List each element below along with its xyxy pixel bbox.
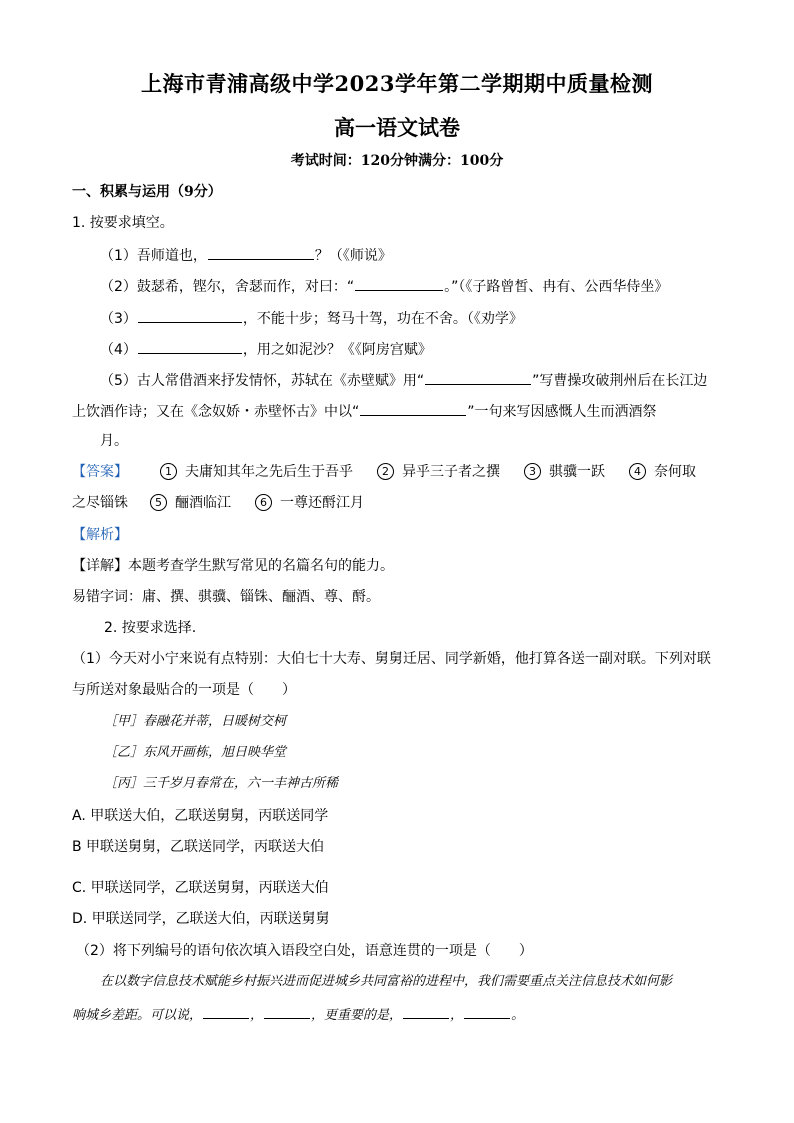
section-heading: 一、积累与运用（9分） [72, 184, 222, 200]
answer-line-2 [72, 494, 364, 512]
analysis-tag: 【解析】 [72, 527, 128, 543]
answer-item: 1 夫庸知其年之先后生于吾乎 [160, 464, 353, 480]
q1-item-5-line-2 [72, 401, 657, 421]
q1-item-5-text-c: 上饮酒作诗；又在《念奴娇・赤壁怀古》中以“ [72, 404, 360, 420]
q1-item-5-text-d: ”一句来写因感慨人生而洒酒祭 [467, 404, 657, 420]
fill-blank[interactable] [264, 1004, 310, 1019]
option-c[interactable]: C. 甲联送同学，乙联送舅舅，丙联送大伯 [72, 880, 329, 896]
q1-item-2-text-b: 。”（《子路曾皙、冉有、公西华侍坐》 [444, 279, 669, 295]
q1-item-5-line-1 [100, 370, 707, 390]
circled-number: 5 [150, 494, 167, 511]
circled-number: 3 [524, 463, 541, 480]
q1-item-5-line-3: 月。 [100, 433, 128, 449]
analysis-errors: 易错字词：庸、撰、骐骥、锱铢、酾酒、尊、酹。 [72, 589, 380, 605]
q2-part2-stem: （2）将下列编号的语句依次填入语段空白处，语意连贯的一项是（ ） [76, 943, 533, 959]
answer-item: 2 异乎三子者之撰 [377, 464, 500, 480]
fill-blank[interactable] [203, 1004, 249, 1019]
analysis-detail [72, 557, 394, 575]
option-d[interactable]: D. 甲联送同学，乙联送大伯，丙联送舅舅 [72, 911, 330, 927]
detail-text: 本题考查学生默写常见的名篇名句的能力。 [128, 558, 394, 574]
option-a[interactable]: A. 甲联送大伯，乙联送舅舅，丙联送同学 [72, 808, 329, 824]
q1-item-4 [100, 339, 432, 359]
q1-item-4-text-a: （4） [100, 342, 137, 358]
exam-subtitle: 高一语文试卷 [334, 115, 460, 140]
q2-part1-line-2: 与所送对象最贴合的一项是（ ） [72, 682, 296, 698]
answer-continuation: 之尽锱铢 [72, 495, 128, 511]
fill-blank[interactable] [464, 1004, 510, 1019]
exam-title: 上海市青浦高级中学2023学年第二学期期中质量检测 [141, 71, 653, 96]
answer-item: 5 酾酒临江 [150, 495, 231, 511]
q1-item-5-text-a: （5）古人常借酒来抒发情怀，苏轼在《赤壁赋》用“ [100, 373, 425, 389]
couplet-jia: ［甲］春融花并蒂，日暖树交柯 [104, 714, 287, 729]
q1-item-2-text-a: （2）鼓瑟希，铿尔，舍瑟而作，对曰：“ [100, 279, 355, 295]
fill-blank[interactable] [138, 308, 242, 323]
couplet-bing: ［丙］三千岁月春常在，六一丰神古所稀 [104, 776, 339, 791]
couplet-yi: ［乙］东风开画栋，旭日映华堂 [104, 745, 287, 760]
answer-item: 4 奈何取 [629, 464, 696, 480]
circled-number: 6 [255, 494, 272, 511]
answer-line-1 [72, 463, 696, 481]
passage-line-2: 响城乡差距。可以说， ， ，更重要的是， ， 。 [72, 1004, 524, 1025]
fill-blank[interactable] [138, 339, 242, 354]
q1-item-2 [100, 276, 668, 296]
fill-blank[interactable] [360, 401, 466, 416]
answer-item: 3 骐骥一跃 [524, 464, 605, 480]
q1-item-3-text-a: （3） [100, 311, 137, 327]
fill-blank[interactable] [425, 370, 531, 385]
q1-stem: 1. 按要求填空。 [72, 215, 174, 231]
q1-item-1 [100, 245, 392, 265]
fill-blank[interactable] [355, 276, 443, 291]
circled-number: 1 [160, 463, 177, 480]
q1-item-3-text-b: ，不能十步；驽马十驾，功在不舍。（《劝学》 [242, 311, 523, 327]
answer-tag: 【答案】 [72, 464, 128, 480]
answer-item: 6 一尊还酹江月 [255, 495, 364, 511]
q1-item-4-text-b: ，用之如泥沙？《《阿房宫赋》 [242, 342, 432, 358]
circled-number: 4 [629, 463, 646, 480]
circled-number: 2 [377, 463, 394, 480]
q2-stem: 2. 按要求选择. [104, 620, 197, 636]
fill-blank[interactable] [403, 1004, 449, 1019]
q1-item-3 [100, 308, 523, 328]
passage-line-1: 在以数字信息技术赋能乡村振兴进而促进城乡共同富裕的进程中，我们需要重点关注信息技术如何影 [100, 974, 673, 989]
q2-part1-line-1: （1）今天对小宁来说有点特别：大伯七十大寿、舅舅迁居、同学新婚，他打算各送一副对联。下列对联 [72, 651, 711, 667]
detail-tag: 【详解】 [72, 558, 128, 574]
exam-info: 考试时间：120分钟满分：100分 [290, 153, 504, 169]
q1-item-5-text-b: ”写曹操攻破荆州后在长江边 [532, 373, 708, 389]
option-b[interactable]: B 甲联送舅舅，乙联送同学，丙联送大伯 [72, 839, 325, 855]
q1-item-1-text-a: （1）吾师道也， [100, 248, 207, 264]
q1-item-1-text-b: ？（《师说》 [314, 248, 392, 264]
fill-blank[interactable] [208, 245, 314, 260]
